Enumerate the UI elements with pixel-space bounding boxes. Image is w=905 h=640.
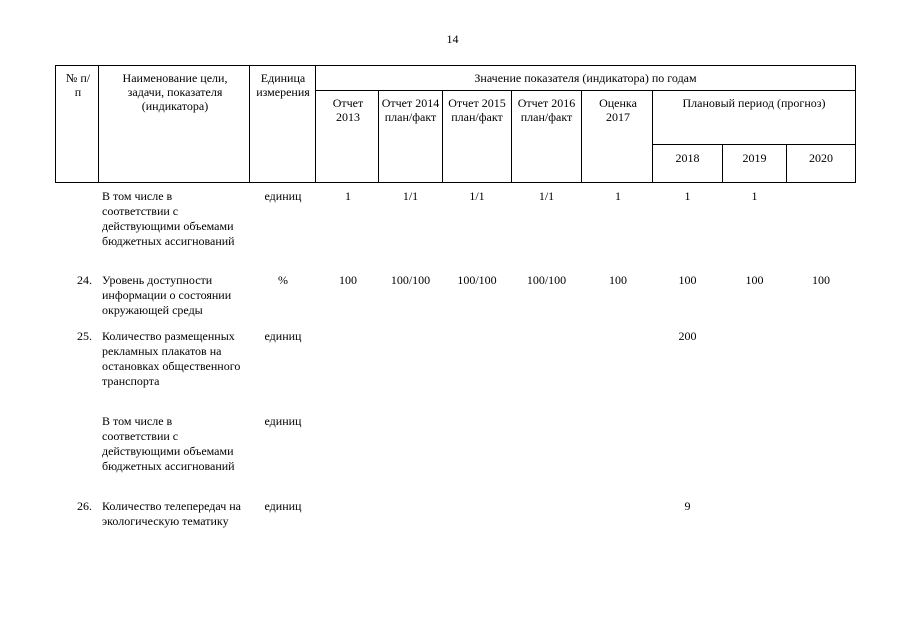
value-2013: 100 xyxy=(339,273,357,287)
value-2018: 1 xyxy=(684,189,691,203)
row-unit: единиц xyxy=(264,189,302,203)
header-year-2018: 2018 xyxy=(675,151,700,165)
value-2017: 100 xyxy=(609,273,627,287)
row-unit: % xyxy=(278,273,288,287)
value-2017: 1 xyxy=(615,189,621,203)
value-2020: 100 xyxy=(812,273,830,287)
value-2015: 100/100 xyxy=(457,273,497,287)
header-year-2019: 2019 xyxy=(742,151,767,165)
header-year-2020: 2020 xyxy=(809,151,833,165)
row-name: Количество размещенных рекламных плакатов на остановках общественного транспорта xyxy=(102,329,241,388)
header-report-2016: Отчет 2016 план/факт xyxy=(517,96,576,124)
row-number: 25. xyxy=(77,329,92,343)
table-header xyxy=(55,65,856,183)
row-name: В том числе в соответствии с действующими объемами бюджетных ассигнований xyxy=(102,189,235,248)
value-2018: 9 xyxy=(684,499,691,513)
value-2014: 1/1 xyxy=(402,189,419,203)
row-name: Количество телепередач на экологическую тематику xyxy=(102,499,242,528)
value-2016: 100/100 xyxy=(526,273,567,287)
value-2018: 100 xyxy=(678,273,697,287)
row-number: 24. xyxy=(77,273,92,287)
header-num: № п/п xyxy=(65,71,91,99)
header-report-2015: Отчет 2015 план/факт xyxy=(448,96,506,124)
value-2016: 1/1 xyxy=(538,189,555,203)
row-name: В том числе в соответствии с действующими объемами бюджетных ассигнований xyxy=(102,414,235,473)
value-2014: 100/100 xyxy=(390,273,431,287)
header-estimate-2017: Оценка 2017 xyxy=(599,96,637,124)
row-name: Уровень доступности информации о состоянии окружающей среды xyxy=(102,273,232,317)
row-unit: единиц xyxy=(264,414,302,428)
value-2013: 1 xyxy=(345,189,351,203)
row-number: 26. xyxy=(77,499,92,513)
row-unit: единиц xyxy=(264,329,302,343)
value-2018: 200 xyxy=(678,329,697,343)
header-plan-period: Плановый период (прогноз) xyxy=(682,96,826,110)
header-report-2013: Отчет 2013 xyxy=(332,96,364,124)
header-report-2014: Отчет 2014 план/факт xyxy=(381,96,440,124)
page-number: 14 xyxy=(446,32,459,46)
header-unit: Единица измерения xyxy=(256,71,310,99)
header-values-group: Значение показателя (индикатора) по годам xyxy=(474,71,697,85)
value-2015: 1/1 xyxy=(469,189,485,203)
value-2019: 100 xyxy=(745,273,764,287)
row-unit: единиц xyxy=(264,499,302,513)
value-2019: 1 xyxy=(751,189,758,203)
header-name: Наименование цели, задачи, показателя (индикатора) xyxy=(122,71,228,113)
